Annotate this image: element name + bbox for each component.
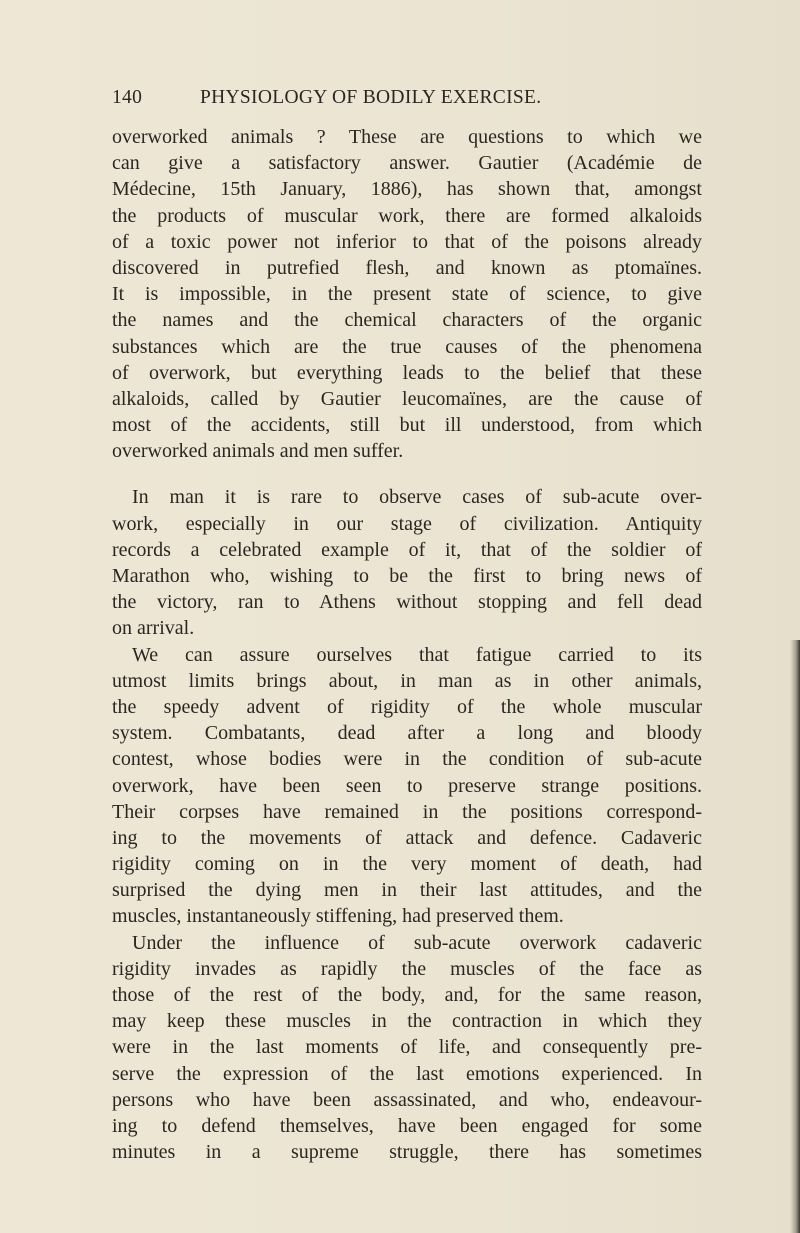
text-line: It is impossible, in the present state of science, to give: [112, 283, 702, 306]
page-number: 140: [112, 87, 143, 108]
text-line: substances which are the true causes of the phenomena: [112, 335, 702, 358]
paragraph: [112, 930, 702, 1166]
text-line: system. Combatants, dead after a long and bloody: [112, 722, 702, 745]
text-line: work, especially in our stage of civilization. Antiquity: [112, 512, 702, 535]
text-line: persons who have been assassinated, and who, endeavour-: [112, 1088, 702, 1111]
text-line: records a celebrated example of it, that of the soldier of: [112, 538, 702, 561]
text-line: ing to the movements of attack and defence. Cadaveric: [112, 826, 702, 849]
text-line: most of the accidents, still but ill understood, from which: [112, 414, 702, 437]
text-line: on arrival.: [112, 617, 195, 640]
text-line: ing to defend themselves, have been engaged for some: [112, 1114, 702, 1137]
text-line: Marathon who, wishing to be the first to bring news of: [112, 565, 702, 587]
text-line: may keep these muscles in the contraction in which they: [112, 1010, 702, 1033]
text-line: Médecine, 15th January, 1886), has shown that, amongst: [112, 178, 702, 201]
text-line: the victory, ran to Athens without stopping and fell dead: [112, 591, 702, 614]
text-line: minutes in a supreme struggle, there has sometimes: [112, 1141, 702, 1164]
text-line: were in the last moments of life, and consequently pre-: [112, 1036, 702, 1059]
text-line: of overwork, but everything leads to the belief that these: [112, 361, 702, 384]
text-line: overworked animals and men suffer.: [112, 440, 404, 463]
paragraph: [112, 642, 702, 930]
text-line: Their corpses have remained in the positions correspond-: [112, 800, 702, 823]
text-line: contest, whose bodies were in the condition of sub-acute: [112, 748, 702, 771]
text-line: the speedy advent of rigidity of the whole muscular: [112, 695, 702, 718]
paragraph: [112, 124, 702, 464]
text-line: We can assure ourselves that fatigue carried to its: [132, 643, 702, 666]
body-text: [112, 124, 702, 1165]
text-line: rigidity coming on in the very moment of death, had: [112, 853, 702, 876]
text-line: utmost limits brings about, in man as in other animals,: [112, 669, 702, 692]
text-line: muscles, instantaneously stiffening, had preserved them.: [112, 905, 564, 928]
page-edge-shadow: [790, 640, 800, 1233]
text-line: those of the rest of the body, and, for the same reason,: [112, 984, 702, 1006]
text-line: overwork, have been seen to preserve strange positions.: [112, 774, 702, 797]
text-line: can give a satisfactory answer. Gautier (Académie de: [112, 152, 702, 175]
text-line: the products of muscular work, there are formed alkaloids: [112, 204, 702, 227]
running-title: PHYSIOLOGY OF BODILY EXERCISE.: [200, 87, 542, 108]
text-line: overworked animals ? These are questions to which we: [112, 126, 702, 148]
paragraph: [112, 484, 702, 641]
text-line: of a toxic power not inferior to that of the poisons already: [112, 230, 702, 253]
text-line: the names and the chemical characters of the organic: [112, 309, 702, 332]
text-line: serve the expression of the last emotions experienced. In: [112, 1062, 702, 1085]
text-line: Under the influence of sub-acute overwork cadaveric: [132, 931, 702, 954]
text-line: In man it is rare to observe cases of sub-acute over-: [132, 486, 702, 509]
text-line: surprised the dying men in their last attitudes, and the: [112, 879, 702, 902]
text-line: discovered in putrefied flesh, and known as ptomaïnes.: [112, 256, 702, 279]
text-line: alkaloids, called by Gautier leucomaïnes, are the cause of: [112, 387, 702, 410]
paragraph-gap: [112, 464, 702, 484]
page-header: [112, 87, 712, 115]
text-line: rigidity invades as rapidly the muscles of the face as: [112, 957, 702, 980]
